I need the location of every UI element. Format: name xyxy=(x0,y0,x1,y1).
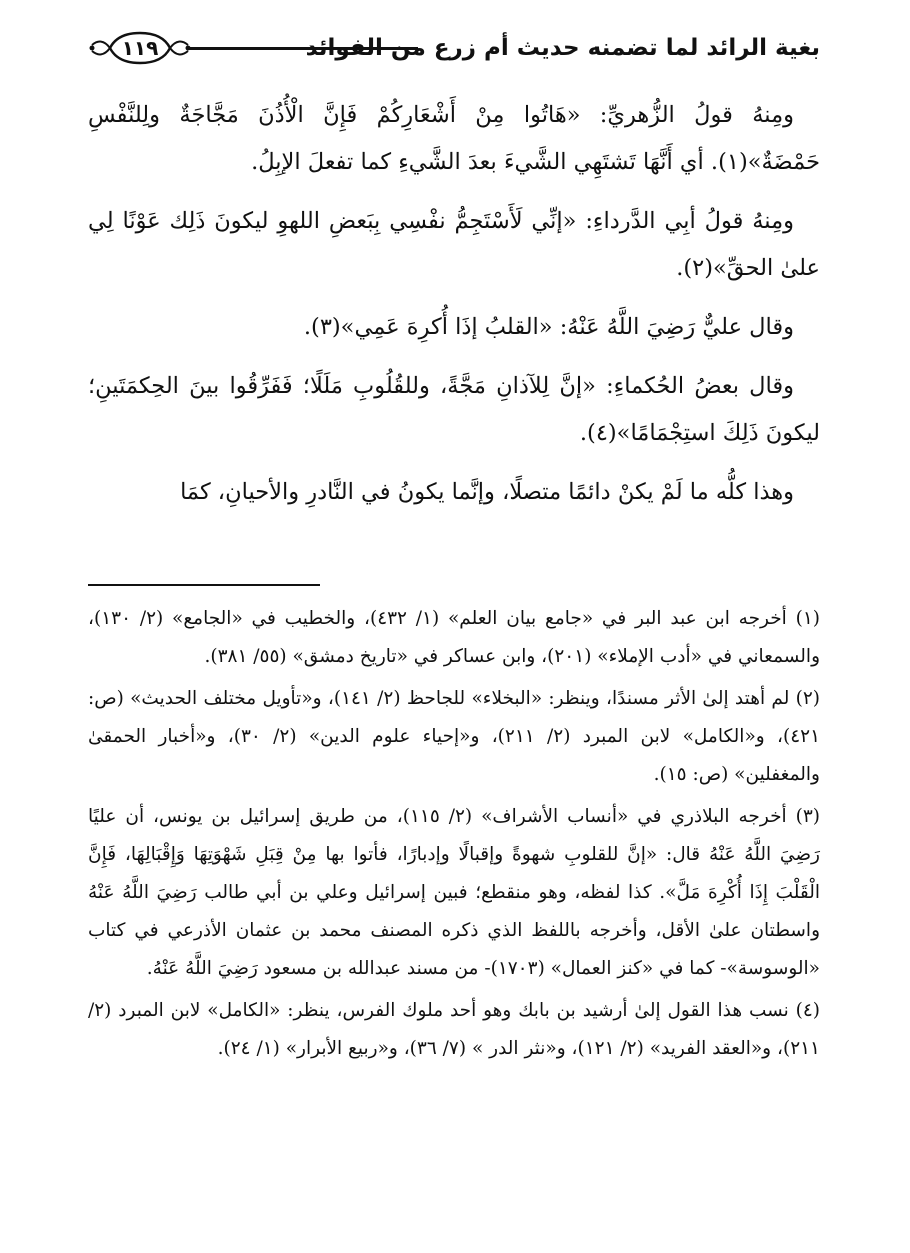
paragraph-abu-darda: ومِنهُ قولُ أبِي الدَّرداءِ: «إنِّي لَأَسْتَجِمُّ نفْسِي بِبَعضِ اللهوِ ليكونَ ذَلِك عَوْنًا لِي علىٰ الحقِّ»(٢). xyxy=(88,208,820,281)
paragraph-continuation: وهذا كلُّه ما لَمْ يكنْ دائمًا متصلًا، وإنَّما يكونُ في النَّادرِ والأحيانِ، كمَا xyxy=(180,479,794,505)
footnotes xyxy=(88,600,820,1072)
book-title: بغية الرائد لما تضمنه حديث أم زرع من الفوائد xyxy=(305,35,820,61)
footnote-separator xyxy=(88,584,320,586)
footnote-4: (٤) نسب هذا القول إلىٰ أرشيد بن بابك وهو أحد ملوك الفرس، ينظر: «الكامل» لابن المبرد (٢/ ٢١١)، و«العقد الفريد» (٢/ ١٢١)، و«نثر الدر » (٧/ ٣٦)، و«ربيع الأبرار» (١/ ٢٤). xyxy=(88,1000,820,1059)
footnote-1: (١) أخرجه ابن عبد البر في «جامع بيان العلم» (١/ ٤٣٢)، والخطيب في «الجامع» (٢/ ١٣٠)، والسمعاني في «أدب الإملاء» (٢٠١)، وابن عساكر في «تاريخ دمشق» (٥٥/ ٣٨١). xyxy=(88,608,820,667)
footnote-3: (٣) أخرجه البلاذري في «أنساب الأشراف» (٢/ ١١٥)، من طريق إسرائيل بن يونس، أن عليًا رَضِيَ اللَّهُ عَنْهُ قال: «إنَّ للقلوبِ شهوةً وإقبالًا وإدبارًا، فأتوا بها مِنْ قِبَلِ شَهْوَتِهَا وَإِقْبَالِهَا، فَإِنَّ الْقَلْبَ إِذَا أُكْرِهَ مَلَّ». كذا لفظه، وهو منقطع؛ فبين إسرائيل وعلي بن أبي طالب رَضِيَ اللَّهُ عَنْهُ واسطتان علىٰ الأقل، وأخرجه باللفظ الذي ذكره المصنف محمد بن عثمان الأذرعي في كتاب «الوسوسة»- كما في «كنز العمال» (١٧٠٣)- من مسند عبدالله بن مسعود رَضِيَ اللَّهُ عَنْهُ. xyxy=(88,806,820,979)
footnote-2: (٢) لم أهتد إلىٰ الأثر مسندًا، وينظر: «البخلاء» للجاحظ (٢/ ١٤١)، و«تأويل مختلف الحديث» (ص: ٤٢١)، و«الكامل» لابن المبرد (٢/ ٢١١)، و«إحياء علوم الدين» (٢/ ٣٠)، و«أخبار الحمقىٰ والمغفلين» (ص: ١٥). xyxy=(88,688,821,785)
paragraph-hukama: وقال بعضُ الحُكماءِ: «إنَّ لِلآذانِ مَجَّةً، وللقُلُوبِ مَلَلًا؛ فَفَرِّقُوا بينَ الحِكمَتَينِ؛ ليكونَ ذَلِكَ استِجْمَامًا»(٤). xyxy=(88,373,820,446)
running-header xyxy=(88,28,820,70)
paragraph-ali: وقال عليٌّ رَضِيَ اللَّهُ عَنْهُ: «القلبُ إذَا أُكرِهَ عَمِي»(٣). xyxy=(303,314,794,340)
paragraph-zuhri: ومِنهُ قولُ الزُّهريِّ: «هَاتُوا مِنْ أَشْعَارِكُمْ فَإِنَّ الْأُذُنَ مَجَّاجَةٌ ولِلنَّفْسِ حَمْضَةٌ»(١). أي أَنَّهَا تَشتَهِي الشَّيءَ بعدَ الشَّيءِ كما تفعلَ الإبِلُ. xyxy=(88,102,820,175)
header-rule xyxy=(188,47,418,50)
page-number: ١١٩ xyxy=(121,36,159,60)
main-text xyxy=(88,92,820,528)
